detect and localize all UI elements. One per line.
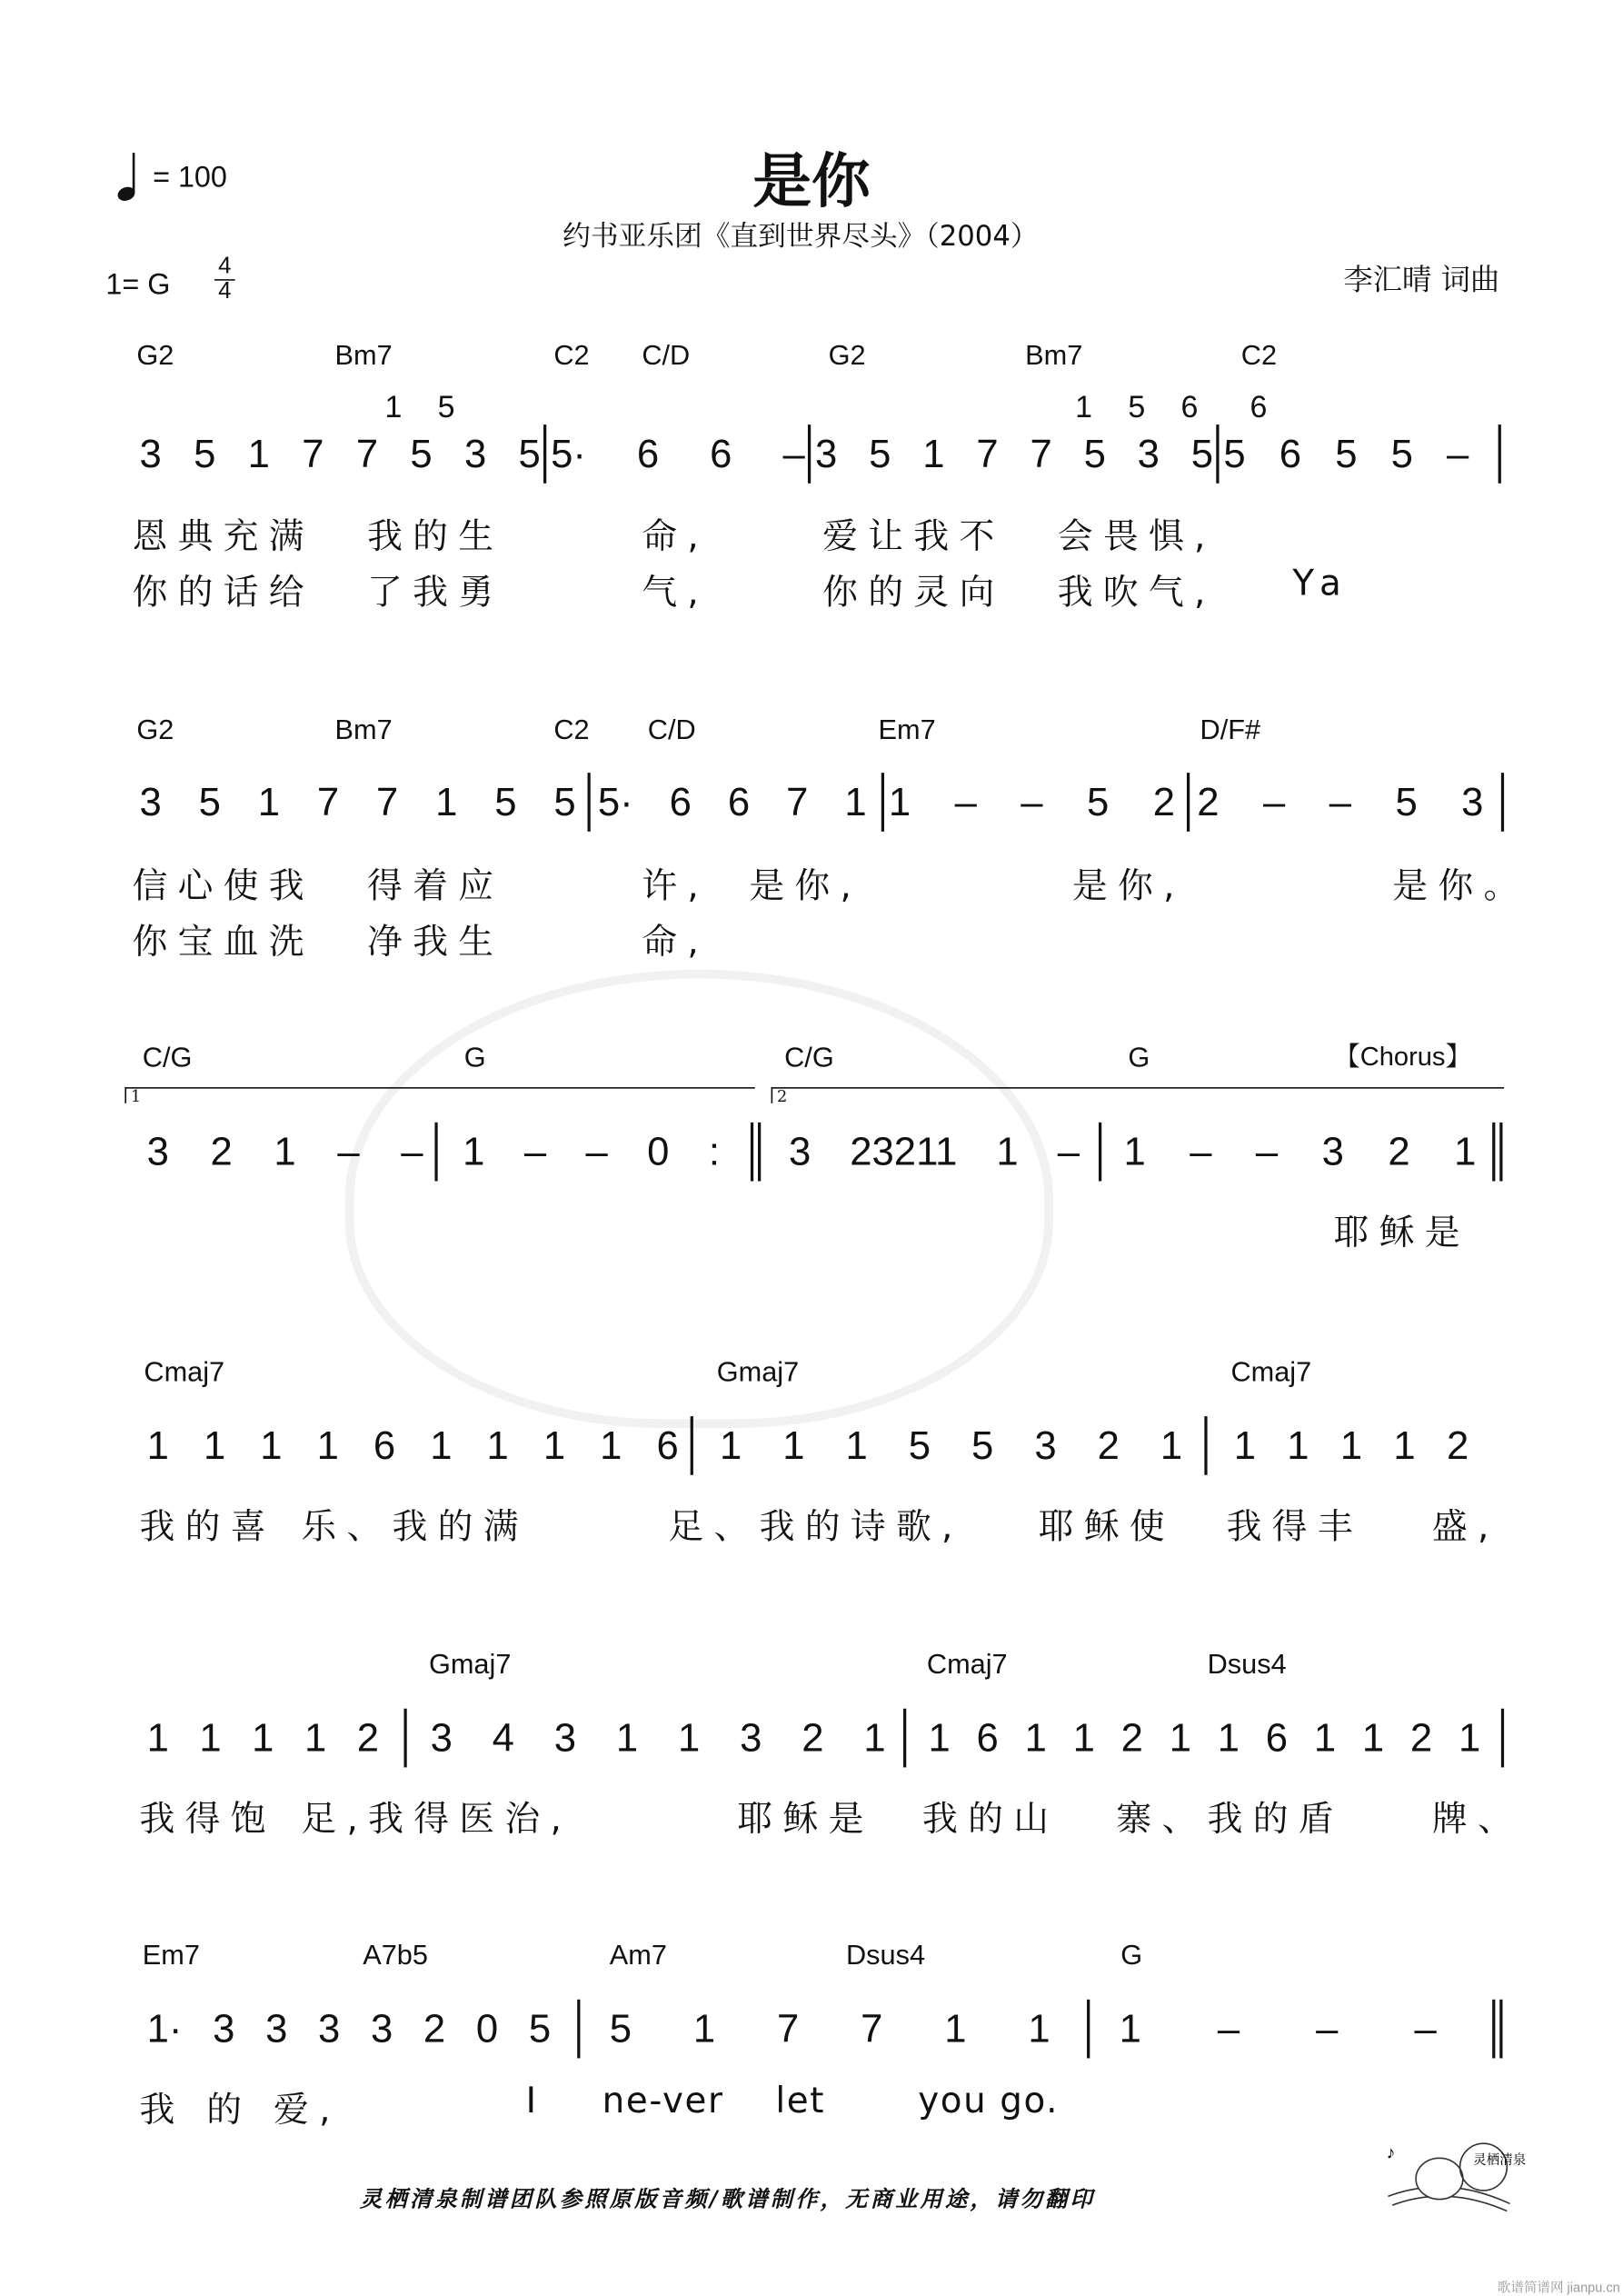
chord-symbol: Bm7 — [334, 340, 393, 372]
lyric-segment: 我得丰 — [1226, 1505, 1363, 1547]
lyric-segment: 寨、我的盾 — [1116, 1798, 1344, 1840]
barline — [808, 424, 811, 484]
barline — [1216, 424, 1219, 484]
chord-symbol: G — [1120, 1941, 1143, 1972]
svg-text:♪: ♪ — [1386, 2142, 1396, 2163]
measure-notes: 3 2 1 – – — [146, 1129, 423, 1174]
sheep-logo — [1380, 2138, 1527, 2219]
album-subtitle: 约书亚乐团《直到世界尽头》（2004） — [563, 220, 1039, 254]
chorus-marker: 【Chorus】 — [1333, 1041, 1472, 1072]
chord-symbol: Dsus4 — [1207, 1650, 1287, 1682]
lyric-segment: 牌、 — [1431, 1798, 1524, 1840]
lyric-segment: let — [775, 2080, 826, 2121]
lyric-segment: I — [525, 2080, 538, 2121]
lyric-segment: 耶稣是 — [737, 1798, 874, 1840]
chord-symbol: Bm7 — [1025, 340, 1083, 372]
measure-notes: 3 4 3 1 1 3 2 1 — [430, 1715, 886, 1761]
chord-symbol: A7b5 — [363, 1941, 428, 1972]
barline — [1501, 1709, 1504, 1768]
chord-symbol: Em7 — [142, 1941, 200, 1972]
volta-bracket: 2 — [772, 1087, 1505, 1103]
upper-octave-note: 5 — [437, 390, 455, 425]
site-watermark: 歌谱简谱网 jianpu.cn — [1497, 2280, 1620, 2295]
barline — [403, 1709, 406, 1768]
measure-notes: 1 – – 0 : — [463, 1129, 720, 1174]
barline — [1499, 424, 1501, 484]
chord-symbol: Em7 — [878, 715, 936, 747]
upper-octave-note: 1 — [1075, 390, 1093, 425]
chord-symbol: G2 — [828, 340, 866, 372]
lyric-segment: 是你, — [1071, 865, 1185, 907]
measure-notes: 5 1 7 7 1 1 — [609, 2006, 1050, 2051]
lyric-segment: 许, — [642, 865, 710, 907]
chord-symbol: C/D — [647, 715, 696, 747]
barline — [1492, 1123, 1495, 1182]
lyric-segment: 净我生 — [367, 921, 504, 963]
key-signature: 1= G — [105, 268, 171, 302]
lyric-segment: 你的灵向 — [822, 571, 1005, 613]
time-bottom: 4 — [218, 279, 232, 304]
chord-symbol: Gmaj7 — [428, 1650, 512, 1682]
chord-symbol: Cmaj7 — [144, 1357, 225, 1389]
chord-symbol: C/G — [784, 1043, 834, 1074]
measure-notes: 3 5 1 7 7 5 3 5 — [139, 432, 541, 476]
chord-symbol: G2 — [136, 340, 174, 372]
lyric-segment: 命, — [642, 921, 710, 963]
lyric-segment: 得着应 — [367, 865, 504, 907]
logo-text: 灵栖清泉 — [1473, 2152, 1527, 2168]
song-title: 是你 — [752, 148, 871, 216]
upper-octave-note: 5 — [1128, 390, 1146, 425]
measure-notes: 3 5 1 7 7 1 5 5 — [139, 780, 576, 824]
barline — [1204, 1416, 1207, 1475]
chord-symbol: D/F# — [1200, 715, 1261, 747]
lyric-segment: 命, — [642, 515, 710, 557]
barline — [1492, 2000, 1495, 2059]
barline — [1499, 1123, 1502, 1182]
barline — [1187, 773, 1190, 832]
chord-symbol: G2 — [136, 715, 174, 747]
chord-symbol: C/G — [142, 1043, 193, 1074]
chord-symbol: G — [1128, 1043, 1150, 1074]
lyric-segment: 盛, — [1431, 1505, 1499, 1547]
measure-notes: 1 1 1 5 5 3 2 1 — [719, 1423, 1183, 1468]
lyric-segment: 耶稣使 — [1038, 1505, 1176, 1547]
sheep-watermark — [345, 970, 1053, 1428]
lyric-segment: 我的生 — [367, 515, 504, 557]
barline — [588, 773, 591, 832]
time-signature — [214, 255, 235, 304]
measure-notes: 1 6 1 1 2 1 1 6 1 1 2 1 — [928, 1715, 1481, 1761]
lyric-segment: 乐、我的满 — [301, 1505, 529, 1547]
tempo-marking: = 100 — [153, 161, 227, 195]
lyric-segment: 我吹气, — [1057, 571, 1216, 613]
barline — [691, 1416, 693, 1475]
lyric-segment: 是你, — [749, 865, 862, 907]
measure-notes: 1 1 1 1 2 — [1233, 1423, 1469, 1468]
chord-symbol: C/D — [642, 340, 691, 372]
measure-notes: 1 1 1 1 6 1 1 1 1 6 — [146, 1423, 679, 1468]
barline — [434, 1123, 437, 1182]
measure-notes: 3 23211 1 – — [788, 1129, 1080, 1174]
lyric-segment: 我的喜 — [139, 1505, 276, 1547]
chord-symbol: C2 — [1240, 340, 1278, 372]
chord-symbol: Gmaj7 — [716, 1357, 800, 1389]
barline — [1099, 1123, 1101, 1182]
barline — [751, 1123, 753, 1182]
lyric-segment: 足、我的诗歌, — [668, 1505, 963, 1547]
time-top: 4 — [214, 255, 235, 280]
measure-notes: 1 – – – — [1119, 2006, 1437, 2051]
lyric-segment: 足,我得医治, — [301, 1798, 573, 1840]
chord-symbol: C2 — [553, 715, 590, 747]
chord-symbol: C2 — [553, 340, 590, 372]
chord-symbol: Am7 — [609, 1941, 667, 1972]
lyric-segment: 你的话给 — [132, 571, 314, 613]
lyric-segment: 信心使我 — [132, 865, 314, 907]
barline — [577, 2000, 580, 2059]
lyric-segment: 气, — [642, 571, 710, 613]
measure-notes: 1 1 1 1 2 — [146, 1715, 380, 1761]
upper-octave-note: 6 — [1250, 390, 1268, 425]
measure-notes: 3 5 1 7 7 5 3 5 — [815, 432, 1214, 476]
upper-octave-note: 1 — [384, 390, 403, 425]
lyric-segment: 是你。 — [1392, 865, 1529, 907]
barline — [543, 424, 546, 484]
barline — [1501, 773, 1504, 832]
barline — [903, 1709, 906, 1768]
lyric-segment: ne-ver — [602, 2080, 724, 2121]
measure-notes: 1 – – 5 2 — [888, 780, 1176, 824]
lyric-segment: Ya — [1292, 563, 1352, 604]
lyric-segment: 我的山 — [922, 1798, 1060, 1840]
lyric-segment: 了我勇 — [367, 571, 504, 613]
credit-footer: 灵栖清泉制谱团队参照原版音频/歌谱制作，无商业用途，请勿翻印 — [359, 2186, 1095, 2213]
chord-symbol: G — [463, 1043, 486, 1074]
lyric-segment: 我得饱 — [139, 1798, 276, 1840]
measure-notes: 1 – – 3 2 1 — [1123, 1129, 1477, 1174]
composer: 李汇晴 词曲 — [1343, 261, 1500, 297]
barline — [1499, 2000, 1502, 2059]
measure-notes: 2 – – 5 3 — [1197, 780, 1484, 824]
lyric-segment: 爱让我不 — [822, 515, 1005, 557]
lyric-segment: 恩典充满 — [132, 515, 314, 557]
lyric-segment: 你宝血洗 — [132, 921, 314, 963]
barline — [758, 1123, 761, 1182]
lyric-segment: you go. — [918, 2080, 1060, 2121]
measure-notes: 5· 6 6 7 1 — [597, 780, 867, 824]
measure-notes: 1· 3 3 3 3 2 0 5 — [146, 2006, 552, 2051]
volta-bracket: 1 — [124, 1087, 754, 1103]
chord-symbol: Dsus4 — [845, 1941, 926, 1972]
measure-notes: 5· 6 6 – — [551, 432, 805, 476]
upper-octave-note: 6 — [1180, 390, 1199, 425]
lyric-segment: 会畏惧, — [1057, 515, 1216, 557]
chord-symbol: Cmaj7 — [926, 1650, 1008, 1682]
barline — [1087, 2000, 1090, 2059]
measure-notes: 5 6 5 5 – — [1223, 432, 1469, 476]
lyric-segment: 耶稣是 — [1333, 1212, 1470, 1253]
chord-symbol: Cmaj7 — [1230, 1357, 1312, 1389]
lyric-segment: 我 的 爱, — [139, 2089, 341, 2131]
barline — [881, 773, 884, 832]
chord-symbol: Bm7 — [334, 715, 393, 747]
